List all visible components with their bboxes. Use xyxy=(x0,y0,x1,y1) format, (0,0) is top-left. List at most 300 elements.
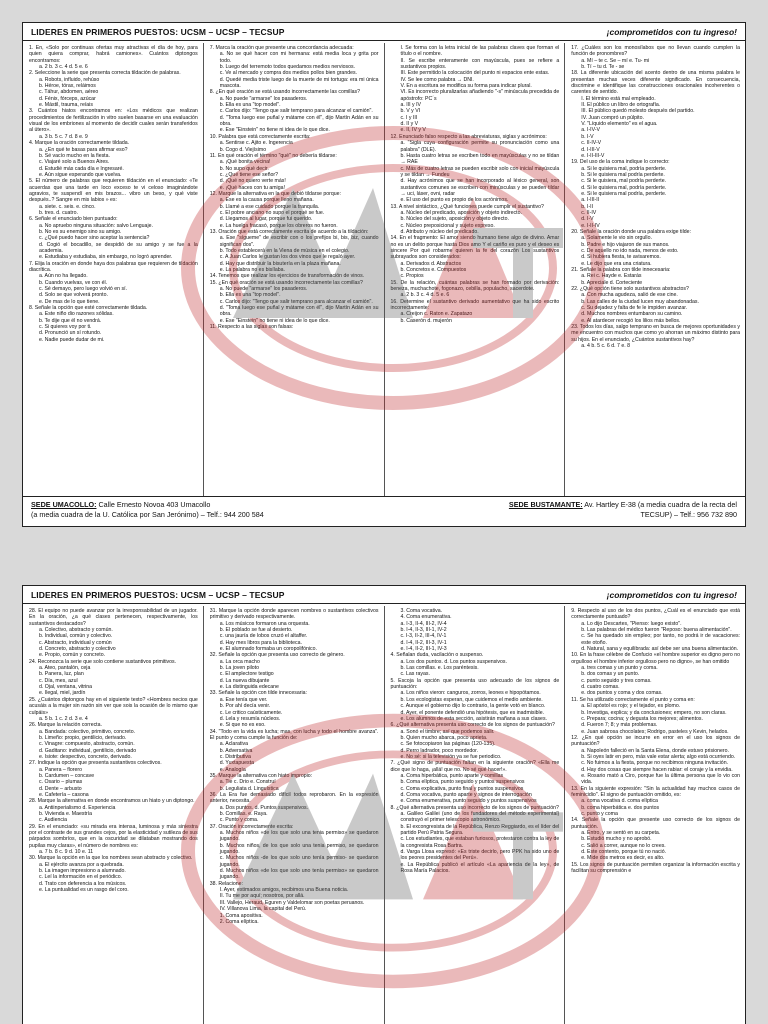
answer-option: b. Estudió mucho y no aprobó. xyxy=(581,836,652,843)
answer-option: d. II y V xyxy=(400,121,419,128)
question-text: 11. Se ha utilizado correctamente el punto y coma en: xyxy=(571,696,695,703)
answer-option: d. Natural, sana y equilibrada: así debe ser una buena alimentación. xyxy=(581,646,739,653)
answer-option: a. Sonó el timbre; así que podemos salir. xyxy=(400,728,495,735)
answer-option: c. El amplectore testigo xyxy=(219,671,274,678)
answer-option: e. La distinguida edecane xyxy=(219,684,279,691)
answer-option: b. Adversativa xyxy=(219,747,253,754)
question-text: 15. De la relación, cuántas palabras se han formado por derivación: beneza, muchachote, fogonazo, cebilla, populacho, sacerdote. xyxy=(390,279,560,293)
answer-option: a. 4 b. 5 c. 6 d. 7 e. 8 xyxy=(581,343,630,350)
question-text: 14. Tenemos que realizar los ejercicios de transformación de vinos. xyxy=(209,273,365,280)
answer-option: e. Los alumnos de esta sección, asistirán mañana a sus clases. xyxy=(400,715,547,722)
header-slogan: ¡comprometidos con tu ingreso! xyxy=(606,26,737,37)
answer-option: b. Leguliata d. Linguística xyxy=(219,785,279,792)
answer-option: d. Varga Llosa expresó: «Es triste decirlo, pero PPK ha sido uno de los peores presidentes del Perú». xyxy=(400,849,560,862)
question-text: 18. La diferente ubicación del acento dentro de una misma palabra le presentan muchas veces diferente significado. En consecuencia, discrimine e identifique las construcciones oracionales incoherentes o carentes de sentido. xyxy=(571,70,740,96)
answer-option: a. Napoleón falleció en la Santa Elena, donde estuvo prisionero. xyxy=(581,747,729,754)
answer-option: d. Trato con deferencia a los músicos. xyxy=(39,880,127,887)
question-text: 11. Respecto a las siglas son falsas: xyxy=(209,324,294,331)
answer-option: d. Fueron 7; 8; y más problemas. xyxy=(581,722,658,729)
answer-option: e. De mas de lo que tiene. xyxy=(39,298,100,305)
answer-option: a. Con mucha agudeza, salió de ese cine. xyxy=(581,292,678,299)
answer-option: a. Ese es la causa porque lleno mañana. xyxy=(219,197,314,204)
answer-option: e. El alumnado formaba un coropolifónico. xyxy=(219,646,317,653)
answer-option: a. El ejército avanza por a quebrada. xyxy=(39,861,124,868)
answer-option: II. Tu me por aquí; nosotros, por allá. xyxy=(219,893,305,900)
question-text: 13. A nivel sintáctico, ¿Qué funciones puede cumplir el sustantivo? xyxy=(390,203,544,210)
answer-option: c. De aquello no ido nada, menos de esto. xyxy=(581,248,679,254)
question-text: 3. Cuántos hiatos encontramos en: «Los médicos que realizan procedimientos de fertilización in vitro suelen basarse en una evaluación visual de los embriones al momento de decidir cuales serán transferidos al útero». xyxy=(29,108,198,134)
answer-option: I. Se forma con la letra inicial de las palabras claves que forman el título o el nombre. xyxy=(400,45,560,58)
page-header xyxy=(23,23,745,41)
answer-option: b. Llamé a ese cuidado porque la tranquila. xyxy=(219,203,320,210)
answer-option: b. Las calles de la ciudad lucen muy abandonadas. xyxy=(581,298,699,305)
answer-option: a. Aún no ha llegado. xyxy=(39,273,88,280)
answer-option: a. Galileo Galilei (uno de los fundadores del método experimental) construyó el primer telescopio astronómico. xyxy=(400,811,560,824)
answer-option: e. I-II-IV xyxy=(581,222,600,229)
question-text: 26. Marque la relación correcta. xyxy=(29,722,102,729)
answer-option: I. El término está mal empleado. xyxy=(581,95,656,102)
question-text: 33. Señale la opción con tilde innecesaria: xyxy=(209,690,307,697)
question-text: 6. Señale el enunciado bien puntuado: xyxy=(29,216,118,223)
answer-option: e. Mide dos metros es decir, es alto. xyxy=(581,855,665,862)
answer-option: a. Bandada: colectivo, primitivo, concreto. xyxy=(39,728,136,735)
question-text: 24. Reconozca la serie que solo contiene sustantivos primitivos. xyxy=(29,658,177,665)
answer-option: a. Mí – te c. Se – mí e. Tu- mi xyxy=(581,57,650,64)
header-slogan: ¡comprometidos con tu ingreso! xyxy=(606,589,737,600)
answer-option: b. Cardumen – concave xyxy=(39,772,95,779)
question-text: 7. Marca la oración que presente una concordancia adecuada: xyxy=(209,45,354,51)
answer-option: c. Día, mes, azul xyxy=(39,677,78,684)
answer-option: a. 3 b. 5 c. 7 d. 8 e. 9 xyxy=(39,133,88,140)
question-text: 4. Señalan duda, vacilación o suspenso. xyxy=(390,652,484,659)
header-title: LIDERES EN PRIMEROS PUESTOS: UCSM – UCSP – TECSUP xyxy=(31,589,285,600)
page-footer xyxy=(23,496,745,526)
answer-option: e. No sé: si la televisión ya se fue periodico. xyxy=(400,753,502,760)
answer-option: e. La palabra no es bisílaba. xyxy=(219,267,285,274)
answer-option: b. Por ahí decía venir. xyxy=(219,703,271,710)
answer-option: c. II-IV-V xyxy=(581,140,602,147)
answer-option: III. El público quedó molesto después del partido. xyxy=(581,108,695,115)
question-text: 36. La Era fue demasiado difícil todos reprobaron. En la expresión anterior, necesita. xyxy=(209,791,379,805)
question-text: 31. Marque la opción donde aparecen nombres o sustantivos colectivos primitivo y derivado respectivamente. xyxy=(209,608,379,621)
answer-option: d. La nueva dibujante xyxy=(219,677,270,684)
answer-option: d. I-V xyxy=(581,216,594,223)
footer-bustamante-label: SEDE BUSTAMANTE: xyxy=(508,500,583,509)
answer-option: d. Muchos nombres entumbaron su camino. xyxy=(581,311,683,318)
answer-option: b. Núcleo del sujeto, aposición y objeto directo. xyxy=(400,216,509,223)
answer-option: c. II-IV xyxy=(581,209,597,216)
answer-option: c. Las rayas. xyxy=(400,671,430,678)
answer-option: b. V y VI xyxy=(400,108,421,115)
answer-option: a. Ese tenía que ver. xyxy=(219,696,268,703)
answer-option: e. ¡Qué haces con tu amiga! xyxy=(219,184,285,191)
answer-option: a. No se qué hacer con mi hermana: está media loca y grita por todo. xyxy=(219,51,379,64)
answer-option: b. Caserón d. mujerón xyxy=(400,317,452,324)
answer-option: b. Héroe, tórax, reláimos xyxy=(39,83,96,90)
answer-option: a. Creijon c. Raton e. Zapatazo xyxy=(400,311,473,318)
answer-option: a. Dos puntos. d. Puntos suspensivos. xyxy=(219,804,308,811)
answer-option: e. Estudiaba y estudiaba, sin embargo, no logró aprender. xyxy=(39,254,173,261)
answer-option: a. "Sigla cuya configuración permite su pronunciación como una palabra" (DLE). xyxy=(400,140,560,153)
answer-option: c. Más de cuatro letras se pueden escribir solo con inicial mayúscula y se tildan → Fundeu xyxy=(400,165,560,178)
answer-option: d. Solo se que volverá pronto. xyxy=(39,292,108,299)
answer-option: b. Te dije que él no vendrá. xyxy=(39,317,102,324)
footer-umacollo-detail: (a media cuadra de la U. Católica por San Jerónimo) – Telf.: 944 200 584 xyxy=(31,510,264,519)
answer-option: a. Sentirse c. Ajito e. Ingerencia xyxy=(219,140,293,147)
question-text: 10. En la frase célebre de Confucio «el hombre superior es digno pero no orgulloso el hombre inferior orgulloso pero no digno», se han omitido xyxy=(571,652,740,665)
answer-option: e. Analogía xyxy=(219,766,246,773)
footer-umacollo-label: SEDE UMACOLLO: xyxy=(31,500,97,509)
footer-bustamante-address: Av. Hartley E-38 (a media cuadra de la recta del xyxy=(582,500,737,509)
answer-option: b. La imagen impresiono a alumnado. xyxy=(39,868,126,875)
answer-option: b. Las comillas. e. Los paréntesis. xyxy=(400,665,479,672)
column-4 xyxy=(565,606,745,1024)
answer-option: a. siete. c. seis. e. cinco. xyxy=(39,203,96,210)
answer-option: d. Hay acrónimos que se han incorporado al léxico general, son sustantivos comunes se escriben con minúsculas y se pueden tildar → uci, láser, ovni, radar xyxy=(400,178,560,197)
answer-option: c. Leí la información en el periódico. xyxy=(39,874,123,881)
answer-option: a. Si le quisiera mal, podría perderte. xyxy=(581,165,667,172)
answer-option: b. I-4, II-3, III-1, IV-2 xyxy=(400,627,447,634)
question-text: 34. "Todo en la vida es lucha; mas, con lucha y todo el hombre avanza". El punto y coma cumple la función de: xyxy=(209,728,379,741)
answer-option: a. 2 b. 3 c. 4 d. 5 e. 6 xyxy=(400,292,450,299)
question-text: 12. ¿En qué opción se incurre en error en el uso los signos de puntuación? xyxy=(571,734,740,748)
answer-option: e. Le dijo que era una criatura. xyxy=(581,260,652,267)
question-text: 17. ¿Cuáles son los monosílabos que no llevan cuando cumplen la función de pronombres? xyxy=(571,45,740,58)
answer-option: b. Individual, común y colectivo. xyxy=(39,633,113,640)
answer-option: d. "Toma luego ese puñal y mátame con él", dijo Martín Adán en su obra. xyxy=(219,305,379,318)
question-text: 23. Todos los días, salgo temprano en busca de mejores oportunidades y me encuentro con muchos que como yo ahorran un máximo distinto para su hijos. En el enunciado, ¿Cuántos sustantivos hay? xyxy=(571,324,740,343)
answer-option: d. Pronunció un sí rotundo. xyxy=(39,330,102,337)
answer-option: c. ¿Qué puedo hacer sino aceptar la sentencia? xyxy=(39,235,150,242)
answer-option: b. El poblado se fue al desierto. xyxy=(219,627,293,634)
answer-option: c. Punto y coma. xyxy=(219,817,259,824)
answer-option: e. Ese "Einstein" no tiene ni idea de lo que dice. xyxy=(219,317,330,324)
answer-option: e. Aún sigue esperando que vuelva. xyxy=(39,171,122,178)
answer-option: c. Carlos dijo: "Tengo que salir temprano para alcanzar el camión". xyxy=(219,108,373,115)
answer-option: b. Tí – tu d. Te - se xyxy=(581,64,625,71)
question-text: 13. Oración que está correctamente escrita de acuerdo a la tildación: xyxy=(209,228,369,235)
answer-option: a. Ateo, pantalón, ceja xyxy=(39,665,91,672)
answer-option: a. Antiinperialismo d. Experiencia xyxy=(39,804,116,811)
answer-option: d. Llegamos al lugar, porque fui querido. xyxy=(219,216,313,223)
answer-option: c. Sé demayo, pero luego volvió en sí. xyxy=(39,286,127,293)
answer-option: e. I-II-III-V xyxy=(581,152,605,159)
answer-option: 2. Coma elíptica. xyxy=(219,918,259,925)
answer-option: d. Atributo y núcleo del predicado. xyxy=(400,228,479,235)
answer-option: c. Se fotocopiaron las páginas (120-135). xyxy=(400,741,496,748)
answer-option: b. La joven piloto xyxy=(219,665,259,672)
answer-option: d. Fénix, fórceps, azúcar xyxy=(39,95,96,102)
answer-option: a. Robots, influido, rehúso xyxy=(39,76,100,83)
answer-option: a. Los dos puntos. d. Los puntos suspensivos. xyxy=(400,658,507,665)
answer-option: e. I-4, II-2, III-1, IV-3 xyxy=(400,646,447,653)
question-text: 32. Señale la opción que presenta uso correcto de género. xyxy=(209,652,345,659)
answer-option: a. El apóstol es rojo; y el tejador, es plomo. xyxy=(581,703,681,710)
question-text: 6. ¿Qué alternativa presenta uso correcto de los signos de puntuación? xyxy=(390,722,555,729)
answer-option: b. Todo establecerá en la Viena de música en el colegio. xyxy=(219,248,350,254)
answer-option: b. Ella es una "top model". xyxy=(219,102,281,109)
answer-option: b. Luego del terremoto todos quedamos medios nerviosos. xyxy=(219,64,355,71)
answer-option: e. Ese "Einstein" no tiene ni idea de lo que dice. xyxy=(219,127,330,134)
answer-option: b. Concretos e. Compuestos xyxy=(400,267,467,274)
question-text: 13. En la siguiente expresión: "Sin la actualidad hay muchos casos de feminicidio". El signo de puntuación omitido, es: xyxy=(571,785,740,798)
header-title: LIDERES EN PRIMEROS PUESTOS: UCSM – UCSP – TECSUP xyxy=(31,26,285,37)
answer-option: d. I-III-V xyxy=(581,146,600,153)
question-text: 14. Señale la opción que presente uso correcto de los signos de puntuación. xyxy=(571,817,740,830)
question-text: 2. Seleccione la serie que presenta correcta tildación de palabras. xyxy=(29,70,181,77)
answer-option: b. I-V xyxy=(581,133,594,140)
answer-option: d. Gaditano: individual, gentilicio, derivado xyxy=(39,747,137,754)
column-3 xyxy=(385,606,566,1024)
answer-option: b. coma hiperbática e. dos puntos xyxy=(581,804,660,811)
answer-option: c. Abstracto, individual y común xyxy=(39,639,112,646)
answer-option: c. Prepara; cocina; y degusta los mejores; alimentos. xyxy=(581,715,703,722)
answer-option: d. Concreto, abstracto y colectivo xyxy=(39,646,116,653)
question-text: 20. Señale la oración donde una palabra exige tilde: xyxy=(571,228,691,235)
answer-option: d. Ayer, el ponente defendió una hipótesis, que es inadmisible. xyxy=(400,709,545,716)
question-text: 15. Los signos de puntuación permiten organizar la información escrita y facilitan su comprensión e xyxy=(571,861,740,875)
answer-option: c. Distributiva xyxy=(219,753,251,760)
exam-page-2 xyxy=(22,585,746,1024)
answer-option: c. Carlos dijo: "Tengo que salir temprano para alcanzar el camión". xyxy=(219,298,373,305)
answer-option: a. I-3, II-4, III-2, IV-4 xyxy=(400,620,447,627)
answer-option: c. una jauría de lobos cruzó el altaffer. xyxy=(219,633,308,640)
answer-option: c. Núcleo preposicional y sujeto expreso. xyxy=(400,222,495,229)
question-text: 38. Relacione: xyxy=(209,880,243,887)
question-text: 28. Marque la alternativa en donde encontramos un hiato y un diptongo. xyxy=(29,798,195,805)
answer-option: a. Derivados d. Abstractos xyxy=(400,260,462,267)
answer-option: a. ¡Qué bonita vecina! xyxy=(219,159,271,166)
answer-option: a. 2 b. 3 c. 4 d. 5 e. 6 xyxy=(39,64,88,71)
answer-option: c. Osario – plumas xyxy=(39,779,83,786)
answer-option: e. El uso del punto es propio de los acrónimos. xyxy=(400,197,509,204)
footer-umacollo-address: Calle Ernesto Novoa 403 Umacollo xyxy=(96,500,211,509)
answer-option: b. I-II xyxy=(581,203,594,210)
answer-option: e. La República publicó el artículo «La apariencia de la ley», de Rosa María Palacios. xyxy=(400,861,560,875)
answer-option: c. Si quieres voy por ti. xyxy=(39,324,92,331)
answer-option: c. Su dejadez y falta de fe le impiden avanzar. xyxy=(581,305,688,312)
answer-option: e. Mástil, trauma, reíais xyxy=(39,102,93,109)
question-text: 8. ¿En qué oración se está usando incorrectamente las comillas? xyxy=(209,89,360,96)
answer-option: e. La huelga fracasó, porque los obreros no fueron. xyxy=(219,222,338,229)
answer-option: d. Hay mes libros para la biblioteca. xyxy=(219,639,302,646)
column-4 xyxy=(565,43,745,496)
answer-option: e. Rosario mató a Ciro, porque fue la última persona que lo vio con vida. xyxy=(581,772,740,786)
answer-option: d. Lela y resumía núcleos. xyxy=(219,715,281,722)
question-text: 10. Palabra que está correctamente escrita: xyxy=(209,133,311,140)
answer-option: c. Coma explicativa, punto final y puntos suspensivos xyxy=(400,785,524,792)
answer-option: a. No apruebo ninguna situación: salvo Lenguaje. xyxy=(39,222,153,229)
answer-option: a. tres comas y un punto y coma. xyxy=(581,665,658,672)
answer-option: b. Las palabras del médico fueron "Reposo: buena alimentación". xyxy=(581,627,732,634)
answer-option: b. Vivienda e. Maestría xyxy=(39,811,92,817)
answer-option: e. Isiote: despectivo, concreto, derivado. xyxy=(39,753,132,760)
answer-option: IV. Se lee como palabra → DNI. xyxy=(400,76,474,83)
question-text: 7. ¿Qué signo de puntuación faltan en la siguiente oración? «Ella me dice que lo haga, ¡allá! que no. No sé qué hacer!». xyxy=(390,760,560,773)
answer-option: a. I-III-II xyxy=(581,197,600,204)
answer-option: e. Si que no es eso. xyxy=(219,722,266,729)
answer-option: b. Quien mucho abarca, poco aprieta. xyxy=(400,734,488,741)
answer-option: b. Padre e hijo viajaron de sus manos. xyxy=(581,241,670,248)
answer-option: d. Yuxtapuesta xyxy=(219,760,254,767)
answer-option: e. dos puntos y coma y dos comas. xyxy=(581,690,663,697)
answer-option: a. 7 b. 8 c. 9 d. 10 e. 11 xyxy=(39,849,94,856)
answer-option: a. Núcleo del predicado, aposición y objeto indirecto. xyxy=(400,209,522,216)
answer-option: a. Los niños vieron: canguros, zorros, leones e hipopótamos. xyxy=(400,690,541,697)
answer-option: e. Al atardecer recogió los lilios más bellos. xyxy=(581,317,681,324)
answer-option: e. Cafetería – casona xyxy=(39,791,89,798)
answer-option: c. punto y coma xyxy=(581,811,618,817)
column-2 xyxy=(204,43,385,496)
answer-option: d. Estudié más cada día e Ingresaré. xyxy=(39,165,124,172)
answer-option: d. cuatro comas. xyxy=(581,684,620,691)
question-text: 16. Determine el sustantivo derivado aumentativo que ha sido escrito incorrectamente: xyxy=(390,298,560,312)
answer-option: c. El pobre anciano no supo el porqué se fue. xyxy=(219,209,325,216)
answer-option: e. La puntualidad es un rasgo del coro. xyxy=(39,887,129,894)
answer-option: e. Ilegal, miel, jardín xyxy=(39,690,86,697)
answer-option: c. ¿Qué tiene ese señor? xyxy=(219,171,278,178)
answer-option: c. I y III xyxy=(400,114,418,121)
question-text: 8. ¿Qué alternativa presenta uso incorrecto de los signos de puntuación? xyxy=(390,804,559,811)
answer-option: c. Los estudiantes, que estaban furiosos, protestaron contra la ley de la congresista Rosa Bartra. xyxy=(400,836,560,849)
question-text: 5. Escoja la opción que presenta uso adecuado de los signos de puntuación: xyxy=(390,677,560,691)
column-3 xyxy=(385,43,566,496)
answer-option: VI. Es incorrecto pluralizarlas añadiendo "-s" minúscula precedida de apóstrofo: PC´s xyxy=(400,89,560,102)
answer-option: d. Quedé media triste luego de la muerte de mi tortuga: era mi única mascota. xyxy=(219,76,379,90)
answer-option: c. Muchos niños -de los que solo uno tenía permiso- se quedaron jugando. xyxy=(219,855,379,868)
question-text: 35. Marque la alternativa con hiato impropio: xyxy=(209,772,313,779)
answer-option: e. Si le quisiera mal podría, perderte. xyxy=(581,190,667,197)
page-header xyxy=(23,586,745,604)
answer-option: b. Coma elíptica, punto seguido y puntos suspensivos xyxy=(400,779,525,786)
answer-option: b. Limeño: propio, gentilicio, derivado. xyxy=(39,734,127,741)
answer-option: b. Hasta cuatro letras se escriben todo en mayúsculas y no se tildan → RAE xyxy=(400,152,560,166)
answer-option: b. Cuando vuelvas, ve con él. xyxy=(39,279,108,286)
column-2 xyxy=(204,606,385,1024)
answer-option: d. Hay dos cosas que siempre hacen rabiar: el coraje y la envidia. xyxy=(581,766,733,773)
answer-option: a. 5 b. 1 c. 2 d. 3 e. 4 xyxy=(39,715,88,722)
answer-option: d. Muchos niños «de los que solo uno tenía permiso» se quedaron jugando. xyxy=(219,868,379,881)
answer-option: IV. Villanova Lima, la capital del Perú. xyxy=(219,906,307,913)
answer-option: a. III y IV xyxy=(400,102,421,109)
footer-bustamante-detail: TECSUP) – Telf.: 956 732 890 xyxy=(640,510,737,519)
answer-option: c. Viajaré solo a Buenos Aires. xyxy=(39,159,110,166)
answer-option: I. Ayer, estimados amigos, recibimos una Buena noticia. xyxy=(219,887,349,894)
question-columns xyxy=(23,606,745,1024)
answer-option: c. Aunque el gobierno dijo lo contrario, la gente votó en blanco. xyxy=(400,703,546,710)
answer-option: c. Vinagre: compuesto, abstracto, común. xyxy=(39,741,135,748)
answer-option: a. Aclarativa xyxy=(219,741,249,748)
answer-option: b. dos comas y un punto. xyxy=(581,671,640,678)
answer-option: e. Nadie puede dudar de mi. xyxy=(39,336,105,343)
question-text: 11. En qué oración el término "qué" no debería tildarse: xyxy=(209,152,337,159)
question-text: 19. Del uso de la coma indique lo correcto: xyxy=(571,159,670,166)
answer-option: c. Táhur, abdomen, aéreo xyxy=(39,89,99,96)
answer-option: c. I-3, II-2, III-4, IV-1 xyxy=(400,633,447,640)
answer-option: c. punto seguido y tres comas. xyxy=(581,677,652,684)
answer-option: b. No es su enemigo sino su amigo. xyxy=(39,228,122,235)
answer-option: d. ¡Qué no quiero verte más! xyxy=(219,178,286,185)
answer-option: II. Se escribe enteramente con mayúscula, pues se refiere a sustantivos propios. xyxy=(400,57,560,71)
answer-option: III. Vallejo, Heraud, Eguren y Valdelomar son poetas peruanos. xyxy=(219,899,365,906)
column-1 xyxy=(23,43,204,496)
answer-option: d. Ojal, ventana, vitrina xyxy=(39,684,93,691)
answer-option: c. Se ha quedado sin empleo; por tanto, no podrá ir de vacaciones: este otoño. xyxy=(581,633,740,646)
answer-option: b. Apreciale d. Corteciente xyxy=(581,279,643,286)
answer-option: e. II, IV y V xyxy=(400,127,426,134)
answer-option: c. Le critico caústicamente. xyxy=(219,709,283,716)
question-text: 22. ¿Qué opción tiene solo sustantivos abstractos? xyxy=(571,286,689,293)
footer-umacollo xyxy=(31,500,264,526)
answer-option: b. No supo qué decir. xyxy=(219,165,269,172)
question-text: 30. Marque la opción en la que los nombres sean abstracto y colectivo. xyxy=(29,855,193,862)
answer-option: V. En a escritura se modifica su forma para indicar plural. xyxy=(400,83,532,90)
answer-option: a. Solamente le vio sin orgullo. xyxy=(581,235,652,242)
question-text: 12. Enunciado falso respecto a las abreviaturas, siglas y acrónimos: xyxy=(390,133,547,140)
question-text: 29. En el enunciado: «su mirada era intensa, luminosa y más siniestra por el contraste de sus grandes cejos, por la elasticidad y sutileza de sus párpados sombríos, que en la oscuridad se dilataban mostrando dos pupilas muy claras», el número de nombres es: xyxy=(29,823,198,849)
question-text: 21. Señale la palabra con tilde innecesaria: xyxy=(571,267,671,274)
answer-option: a. Ese "sígueme" de escribir con o los prefijos bi, bis, biz, cuando significan dos". xyxy=(219,235,379,248)
answer-option: a. Tie c. Drio e. Construí xyxy=(219,779,276,786)
answer-option: a. Este niño dio razones sólidas. xyxy=(39,311,114,318)
answer-option: b. Cogo d. Viejísimo xyxy=(219,146,267,153)
question-text: 12. Marque la alternativa en la que debió tildarse porque: xyxy=(209,190,341,197)
question-columns xyxy=(23,43,745,496)
answer-option: d. Perro ladrador, poco mordedor. xyxy=(400,747,479,754)
question-text: 27. Indique la opción que presenta sustantivos colectivos. xyxy=(29,760,162,767)
answer-option: a. No puede "armarse" los pasaderos. xyxy=(219,286,308,293)
question-text: 7. Elija la oración en donde haya dos palabras que requieren de tildación diacrítica. xyxy=(29,260,198,274)
answer-option: d. Dente – arbusto xyxy=(39,785,82,792)
answer-option: a. coma vocativa d. coma elíptica xyxy=(581,798,658,805)
answer-option: III. Este permitido la colocación del punto ni espacios ente estas. xyxy=(400,70,550,77)
column-1 xyxy=(23,606,204,1024)
answer-option: b. El excongresista de la República, Renzo Reggiardo, es el líder del partido Perú Patria Segura. xyxy=(400,823,560,837)
answer-option: b. Investiga, explica; y da conclusiones; empero, no son claras. xyxy=(581,709,727,716)
answer-option: c. Propios xyxy=(400,273,424,280)
answer-option: c. No fuimos a la fiesta, porque no recibimos ninguna invitación. xyxy=(581,760,729,767)
answer-option: 1. Coma apositiva. xyxy=(219,912,263,919)
answer-option: a. I-IV-V xyxy=(581,127,600,134)
answer-option: d. I-4, II-2, III-3, IV-1 xyxy=(400,639,447,646)
answer-option: V. "Líquido elemento" es el agua. xyxy=(581,121,658,128)
answer-option: d. Hay que distribuir la bisutería en la plaza mañana. xyxy=(219,260,341,267)
answer-option: d. "Toma luego ese puñal y mátame con él", dijo Martín Adán en su obra. xyxy=(219,114,379,128)
answer-option: a. La orca macho xyxy=(219,658,260,665)
question-text: 37. Oración incorrectamente escrita: xyxy=(209,823,294,830)
answer-option: b. Muchos niños, de los que solo una tenia permiso, se quedaron jugando. xyxy=(219,842,379,856)
answer-option: e. Propio, común y concreto. xyxy=(39,652,106,659)
answer-option: a. Colectivo, abstracto y común. xyxy=(39,627,113,634)
answer-option: d. Coma vocativa, punto aparte y signos de interrogación xyxy=(400,791,532,798)
answer-option: d. Si hubiera fiesta, te avisaremos. xyxy=(581,254,661,261)
answer-option: b. Los ecologistas esperan, que cuidemos el medio ambiente. xyxy=(400,696,543,703)
answer-option: d. Cogió el bocadillo, se despidió de su amigo y se fue a la academia. xyxy=(39,241,198,254)
answer-option: a. Panera – florero xyxy=(39,766,82,773)
question-text: 15. ¿En qué oración se está usando incorrectamente las comillas? xyxy=(209,279,363,286)
question-text: 5. El número de palabras que requieren tildación en el enunciado: «Te acuerdas que una tarde en loco exceso te vi celoso imaginándote agravios, te suspendí en mis brazos... vibro un beso, y qué viste después..? Sangre en mis labios » es: xyxy=(29,178,198,204)
answer-option: c. A Juan Carlos le gustan los dos vinos que le regaló ayer. xyxy=(219,254,356,261)
answer-option: b. Si le quisiera mal podría perderte. xyxy=(581,171,665,178)
question-text: 4. Marque la oración correctamente tildada. xyxy=(29,140,130,147)
answer-option: b. Si oyes latir en pero, más vale estar alerta; algo está ocurriendo. xyxy=(581,753,736,760)
answer-option: b. Sé vacío mucho en la fiesta. xyxy=(39,152,110,159)
answer-option: c. Salió a correr, aunque no lo crees. xyxy=(581,842,666,849)
answer-option: a. Coma hiperbática, punto aparte y comillas xyxy=(400,772,504,779)
answer-option: a. Muchos niños «de los que solo una tenia permiso» se quedaron jugando. xyxy=(219,830,379,843)
answer-option: 4. Coma enumerativa. xyxy=(400,614,452,621)
question-text: 9. Respecto al uso de los dos puntos, ¿Cuál es el enunciado que está correctamente puntuado? xyxy=(571,608,740,621)
